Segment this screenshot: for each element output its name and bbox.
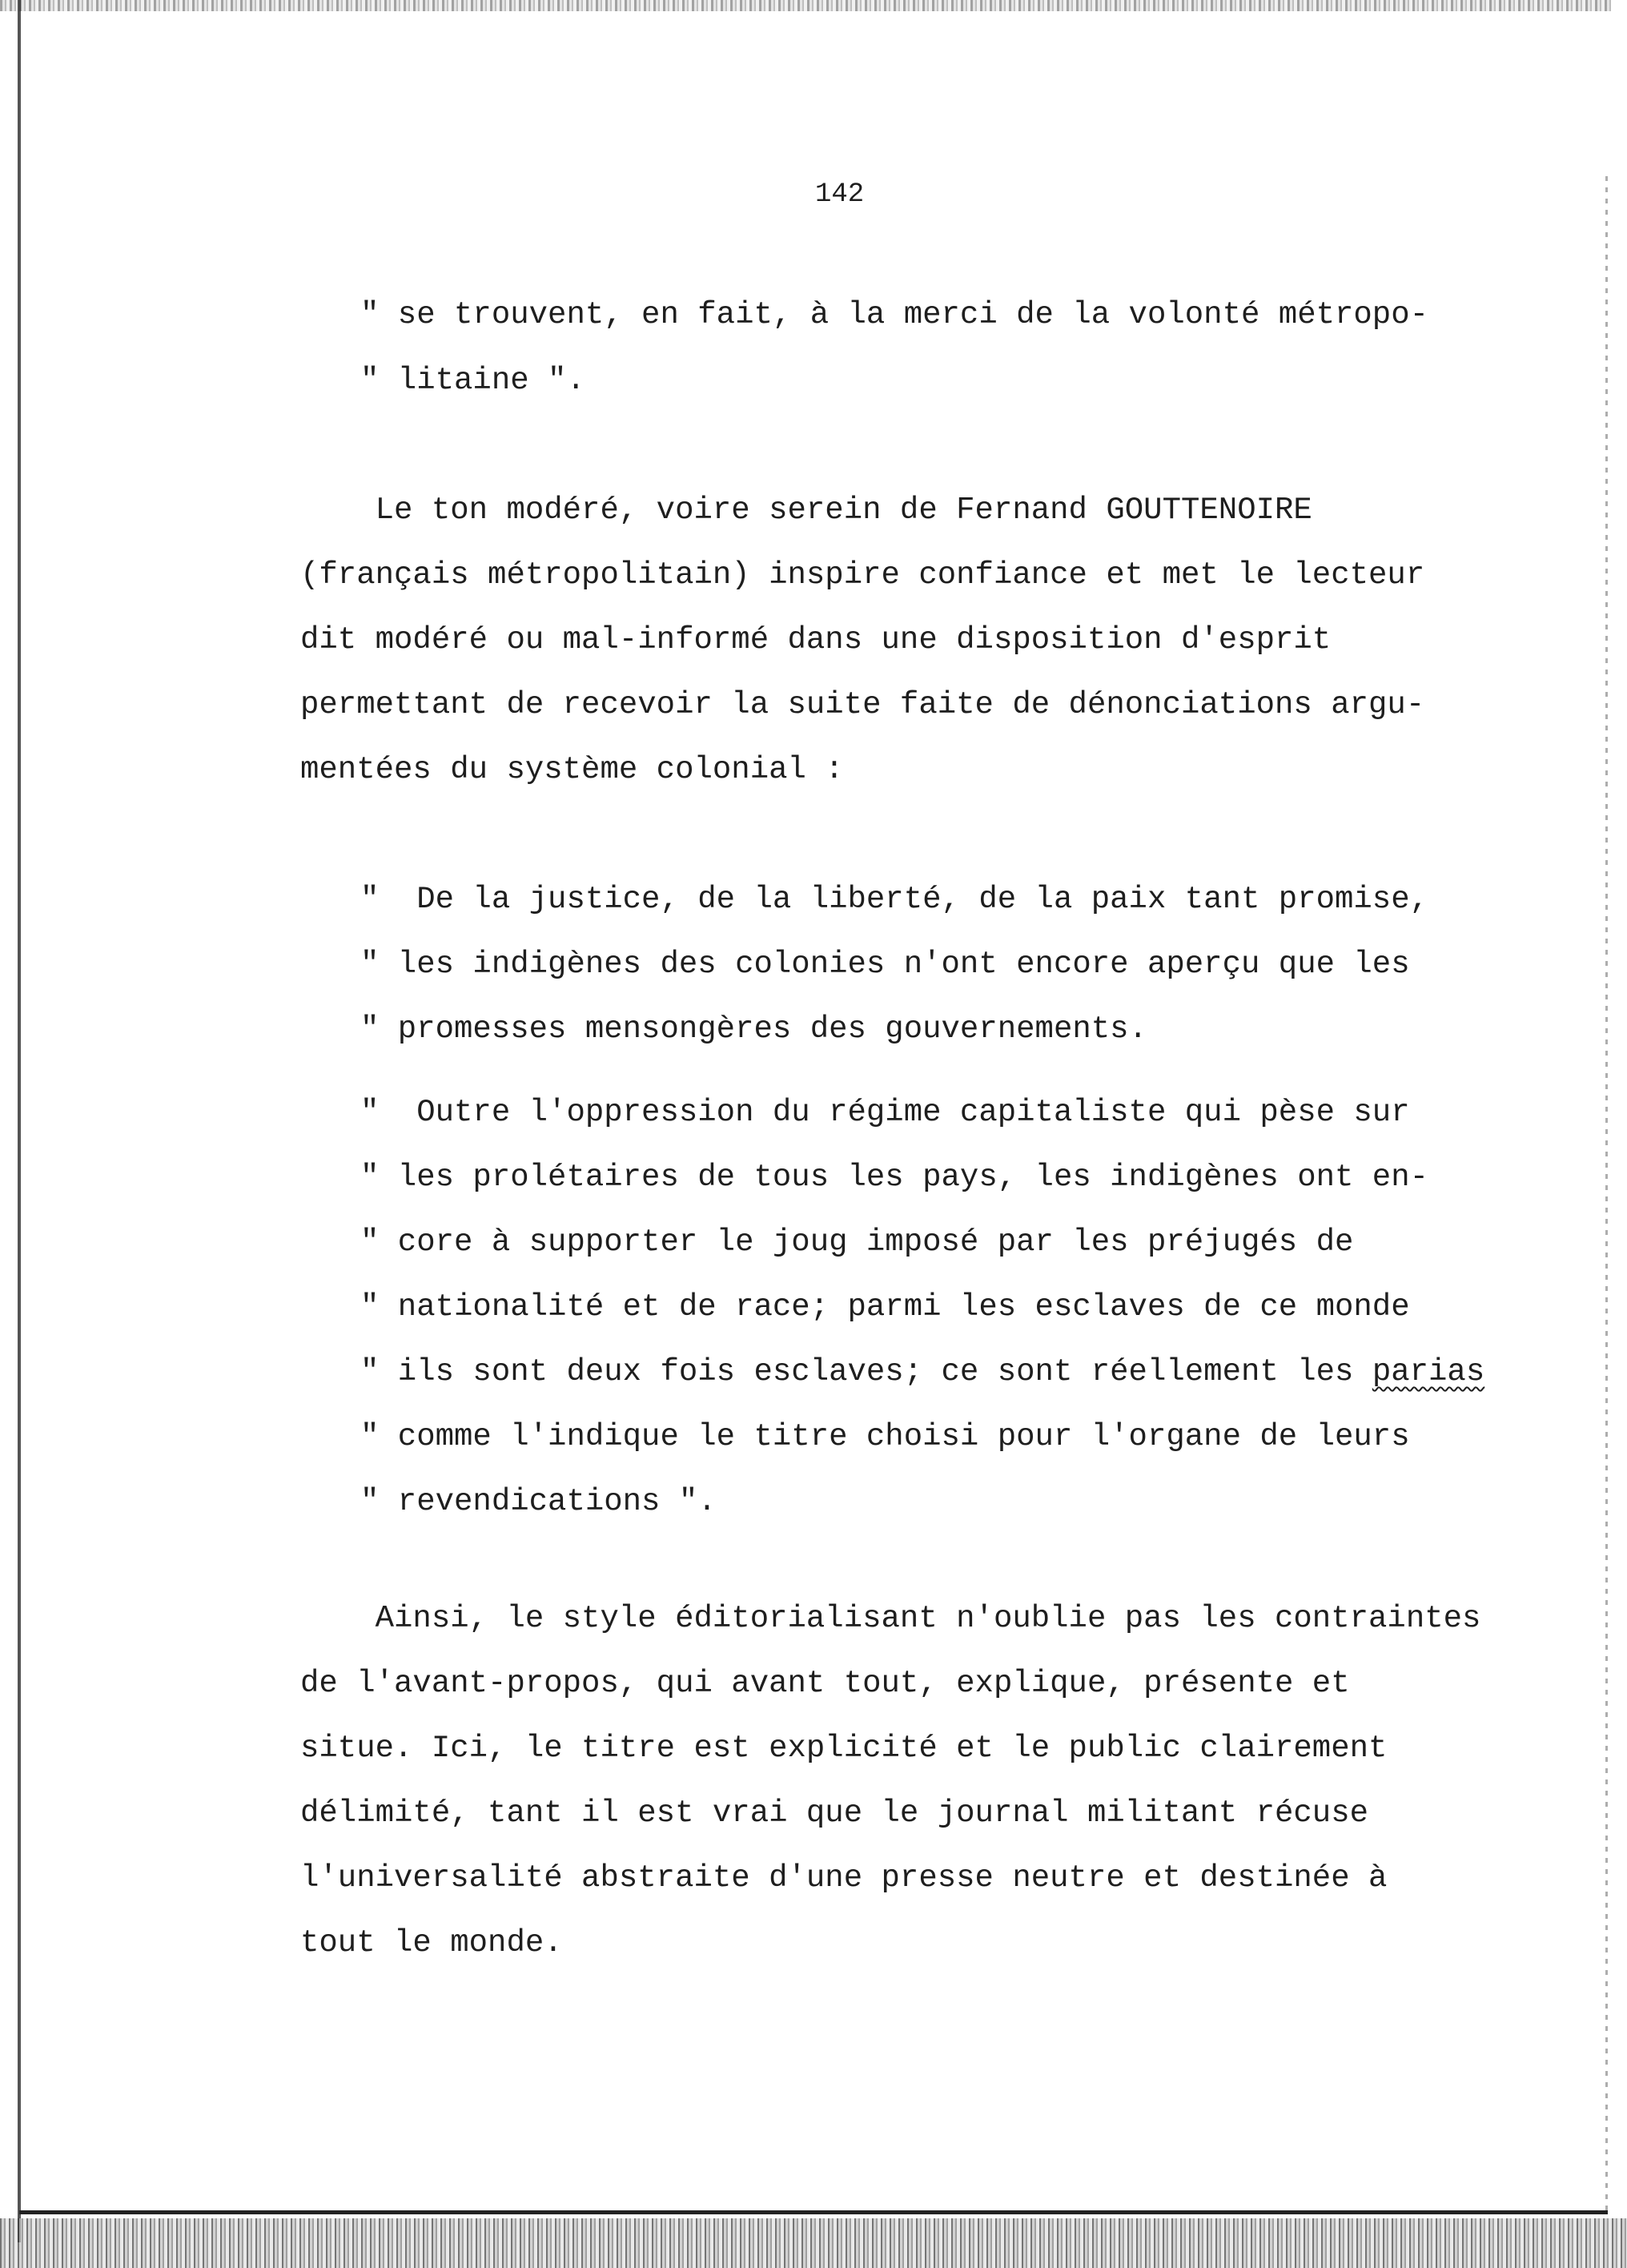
quote2-line: " promesses mensongères des gouvernements.	[360, 1011, 1147, 1047]
quote2-line: " revendications ".	[360, 1484, 717, 1519]
quote2-line: " nationalité et de race; parmi les esclaves de ce monde	[360, 1289, 1410, 1325]
quote1-line: " se trouvent, en fait, à la merci de la volonté métropo-	[360, 297, 1429, 332]
paragraph2-line: délimité, tant il est vrai que le journal militant récuse	[300, 1796, 1369, 1831]
paragraph2-line: de l'avant-propos, qui avant tout, explique, présente et	[300, 1666, 1350, 1701]
quote2-line: " Outre l'oppression du régime capitaliste qui pèse sur	[360, 1095, 1410, 1130]
quote1-line: " litaine ".	[360, 363, 585, 398]
paragraph1-line: permettant de recevoir la suite faite de dénonciations argu-	[300, 687, 1425, 722]
paragraph1-line: dit modéré ou mal-informé dans une disposition d'esprit	[300, 622, 1332, 657]
paragraph2-line: Ainsi, le style éditorialisant n'oublie pas les contraintes	[300, 1601, 1481, 1636]
paragraph2-line: tout le monde.	[300, 1925, 563, 1960]
quote2-line-with-underline	[360, 1354, 1485, 1389]
paragraph1-line: mentées du système colonial :	[300, 752, 844, 787]
scan-edge-top	[0, 0, 1611, 11]
page-number: 142	[815, 179, 865, 210]
quote2-line: " core à supporter le joug imposé par les préjugés de	[360, 1224, 1354, 1260]
scan-edge-bottom	[0, 2218, 1627, 2268]
quote2-line: " les indigènes des colonies n'ont encore aperçu que les	[360, 947, 1410, 982]
quote2-line: " les prolétaires de tous les pays, les indigènes ont en-	[360, 1160, 1429, 1195]
quote2-line: " De la justice, de la liberté, de la paix tant promise,	[360, 882, 1429, 917]
scan-edge-left	[18, 0, 21, 2242]
quote2-line-text: " ils sont deux fois esclaves; ce sont réellement les	[360, 1354, 1372, 1389]
paragraph1-line: Le ton modéré, voire serein de Fernand GOUTTENOIRE	[300, 493, 1312, 528]
paragraph1-line: (français métropolitain) inspire confiance et met le lecteur	[300, 557, 1425, 593]
paragraph2-line: l'universalité abstraite d'une presse neutre et destinée à	[300, 1860, 1388, 1896]
paragraph2-line: situe. Ici, le titre est explicité et le public clairement	[300, 1731, 1388, 1766]
underlined-word: parias	[1372, 1354, 1485, 1389]
quote2-line: " comme l'indique le titre choisi pour l'organe de leurs	[360, 1419, 1410, 1454]
scan-edge-bottom-line	[19, 2210, 1608, 2214]
scan-edge-right	[1605, 176, 1608, 2210]
